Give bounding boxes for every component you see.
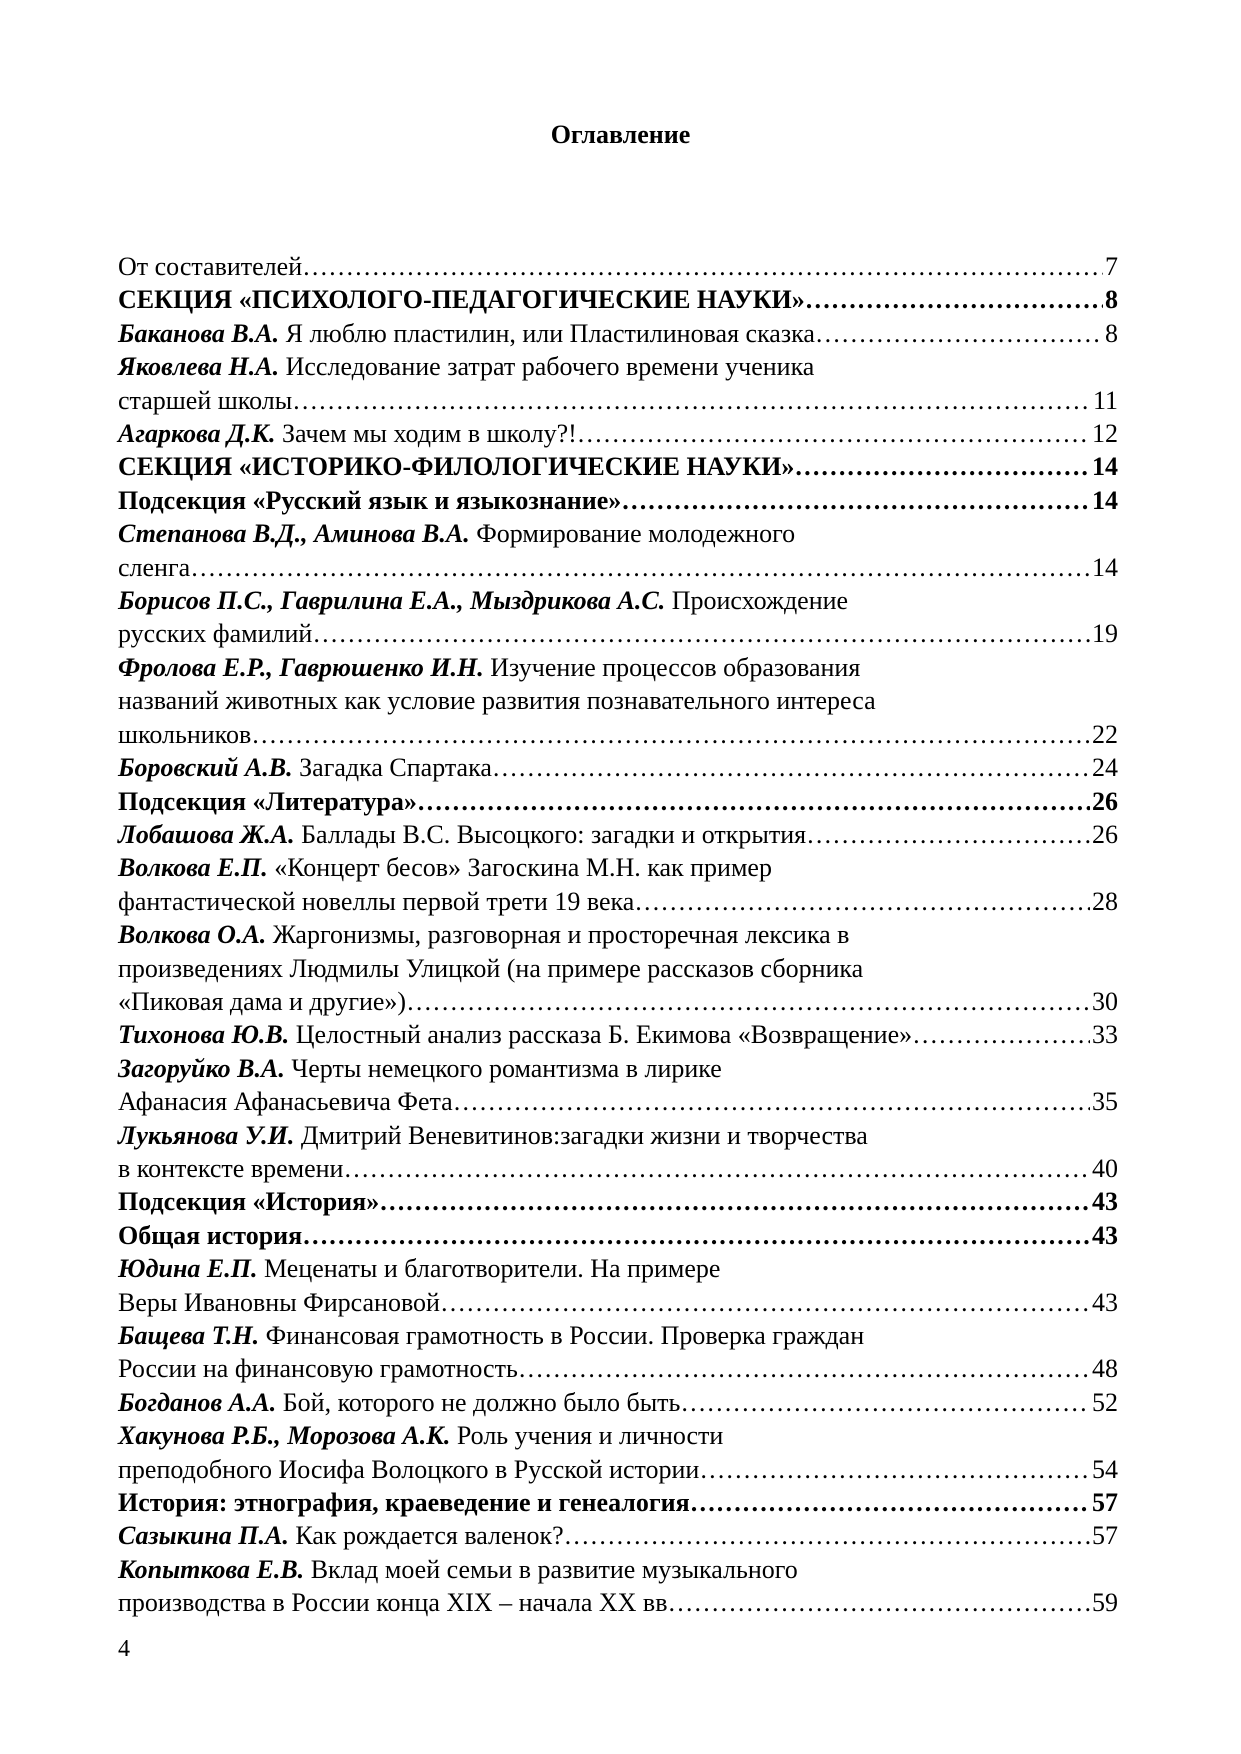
toc-author: Богданов А.А. [118, 1387, 277, 1417]
toc-page-number: 8 [1105, 285, 1118, 315]
toc-subsection-heading [118, 1185, 1118, 1218]
toc-page-number: 57 [1092, 1521, 1118, 1551]
toc-entry-title: Подсекция «Русский язык и языкознание» [118, 485, 622, 515]
toc-entry-title: Изучение процессов образования [490, 652, 861, 682]
toc-subsection-heading [118, 785, 1118, 818]
toc-author: Сазыкина П.А. [118, 1521, 289, 1551]
toc-author: Борисов П.С., Гаврилина Е.А., Мыздрикова А.С. [118, 586, 666, 616]
toc-entry [118, 818, 1118, 851]
toc-author: Тихонова Ю.В. [118, 1020, 290, 1050]
toc-author: Баканова В.А. [118, 318, 280, 348]
toc-page-number: 52 [1092, 1387, 1118, 1417]
toc-entry [118, 1386, 1118, 1419]
toc-entry-title: произведениях Людмилы Улицкой (на примере рассказов сборника [118, 953, 864, 983]
toc-subsection-heading [118, 484, 1118, 517]
toc-entry-title: Роль учения и личности [456, 1421, 724, 1451]
toc-entry-title: Общая история [118, 1220, 303, 1250]
toc-entry [118, 751, 1118, 784]
toc-author: Копыткова Е.В. [118, 1554, 305, 1584]
toc-entry [118, 1419, 1118, 1486]
toc-author: Юдина Е.П. [118, 1254, 258, 1284]
toc-entry [118, 651, 1118, 751]
toc-entry-title: Меценаты и благотворители. На примере [264, 1254, 721, 1284]
toc-page-number: 11 [1092, 385, 1118, 415]
toc-author: Волкова Е.П. [118, 853, 268, 883]
toc-page-number: 33 [1092, 1020, 1118, 1050]
toc-entry-title: Как рождается валенок? [295, 1521, 564, 1551]
toc-entry-title: школьников [118, 719, 252, 749]
toc-entry-title: Зачем мы ходим в школу?! [281, 419, 577, 449]
toc-page-number: 12 [1092, 419, 1118, 449]
page-number: 4 [118, 1636, 130, 1662]
toc-entry-title: Финансовая грамотность в России. Проверка граждан [265, 1321, 865, 1350]
toc-entry-title: Вклад моей семьи в развитие музыкального [310, 1554, 798, 1584]
toc-entry-title: сленга [118, 552, 191, 582]
toc-entry-title: Баллады В.С. Высоцкого: загадки и открытия [301, 819, 807, 849]
toc-entry [118, 1252, 1118, 1319]
toc-page-number: 14 [1092, 452, 1118, 482]
toc-entry-title: Веры Ивановны Фирсановой [118, 1287, 440, 1317]
toc-author: Бащева Т.Н. [118, 1321, 260, 1350]
toc-entry-title: Дмитрий Веневитинов:загадки жизни и творчества [300, 1120, 868, 1150]
toc-entry [118, 1519, 1118, 1552]
toc-page-number: 14 [1092, 485, 1118, 515]
toc-entry [118, 350, 1118, 417]
toc-entry-title: Формирование молодежного [476, 519, 796, 549]
toc-entry [118, 1553, 1118, 1620]
toc-entry-title: СЕКЦИЯ «ИСТОРИКО-ФИЛОЛОГИЧЕСКИЕ НАУКИ» [118, 452, 795, 482]
toc-entry-title: фантастической новеллы первой трети 19 века [118, 886, 635, 916]
toc-author: Степанова В.Д., Аминова В.А. [118, 519, 470, 549]
toc-page-number: 7 [1105, 252, 1118, 281]
toc-entry-title: старшей школы [118, 385, 293, 415]
toc-page-number: 48 [1092, 1354, 1118, 1384]
toc-page-number: 40 [1092, 1153, 1118, 1183]
toc-entry-title: Подсекция «История» [118, 1187, 380, 1217]
toc-entry [118, 1018, 1118, 1051]
toc-author: Фролова Е.Р., Гаврюшенко И.Н. [118, 652, 484, 682]
toc-page-number: 14 [1092, 552, 1118, 582]
toc-entry [118, 918, 1118, 1018]
toc-entry-title: «Пиковая дама и другие») [118, 986, 407, 1016]
toc-author: Агаркова Д.К. [118, 419, 276, 449]
toc-entry-title: Загадка Спартака [299, 753, 492, 783]
table-of-contents [118, 250, 1118, 1620]
toc-section-heading [118, 450, 1118, 483]
toc-entry-title: СЕКЦИЯ «ПСИХОЛОГО-ПЕДАГОГИЧЕСКИЕ НАУКИ» [118, 285, 805, 315]
toc-page-number: 8 [1105, 318, 1118, 348]
toc-entry-title: От составителей [118, 252, 303, 281]
toc-entry [118, 417, 1118, 450]
toc-page-number: 43 [1092, 1287, 1118, 1317]
toc-entry-title: Жаргонизмы, разговорная и просторечная лексика в [272, 920, 850, 950]
toc-page-number: 54 [1092, 1454, 1118, 1484]
toc-entry-title: в контексте времени [118, 1153, 344, 1183]
toc-subsection-heading [118, 1219, 1118, 1252]
toc-author: Боровский А.В. [118, 753, 293, 783]
toc-entry [118, 1319, 1118, 1386]
toc-entry [118, 250, 1118, 283]
toc-entry-title: преподобного Иосифа Волоцкого в Русской истории [118, 1454, 700, 1484]
toc-entry-title: Черты немецкого романтизма в лирике [291, 1053, 722, 1083]
toc-entry-title: Афанасия Афанасьевича Фета [118, 1087, 453, 1117]
toc-entry-title: Бой, которого не должно было быть [282, 1387, 681, 1417]
toc-subsection-heading [118, 1486, 1118, 1519]
toc-entry-title: «Концерт бесов» Загоскина М.Н. как пример [274, 853, 772, 883]
toc-entry [118, 1119, 1118, 1186]
toc-page-number: 28 [1092, 886, 1118, 916]
toc-entry-title: Происхождение [671, 586, 849, 616]
toc-entry [118, 1052, 1118, 1119]
toc-page-number: 35 [1092, 1087, 1118, 1117]
toc-page-number: 19 [1092, 619, 1118, 649]
toc-author: Загоруйко В.А. [118, 1053, 285, 1083]
toc-entry [118, 851, 1118, 918]
toc-entry [118, 317, 1118, 350]
toc-author: Лобашова Ж.А. [118, 819, 295, 849]
toc-page-number: 22 [1092, 719, 1118, 749]
toc-entry-title: русских фамилий [118, 619, 313, 649]
toc-entry-title: России на финансовую грамотность [118, 1354, 518, 1384]
toc-page-number: 57 [1092, 1488, 1118, 1518]
toc-author: Волкова О.А. [118, 920, 267, 950]
toc-page-number: 26 [1092, 786, 1118, 816]
toc-page-number: 24 [1092, 753, 1118, 783]
toc-entry-title: Подсекция «Литература» [118, 786, 417, 816]
page-title: Оглавление [550, 120, 691, 149]
toc-entry-title: История: этнография, краеведение и генеалогия [118, 1488, 690, 1518]
toc-page-number: 43 [1092, 1220, 1118, 1250]
toc-page-number: 59 [1092, 1588, 1118, 1618]
toc-page-number: 30 [1092, 986, 1118, 1016]
toc-entry [118, 584, 1118, 651]
toc-author: Лукьянова У.И. [118, 1120, 295, 1150]
toc-entry-title: названий животных как условие развития познавательного интереса [118, 686, 876, 716]
toc-author: Хакунова Р.Б., Морозова А.К. [118, 1421, 451, 1451]
toc-entry-title: Я люблю пластилин, или Пластилиновая сказка [285, 318, 815, 348]
toc-entry [118, 517, 1118, 584]
toc-entry-title: Целостный анализ рассказа Б. Екимова «Возвращение» [295, 1020, 913, 1050]
toc-author: Яковлева Н.А. [118, 352, 280, 382]
toc-entry-title: Исследование затрат рабочего времени ученика [285, 352, 815, 382]
toc-page-number: 43 [1092, 1187, 1118, 1217]
toc-section-heading [118, 283, 1118, 316]
toc-page-number: 26 [1092, 819, 1118, 849]
toc-entry-title: производства в России конца XIX – начала XX вв [118, 1588, 668, 1618]
